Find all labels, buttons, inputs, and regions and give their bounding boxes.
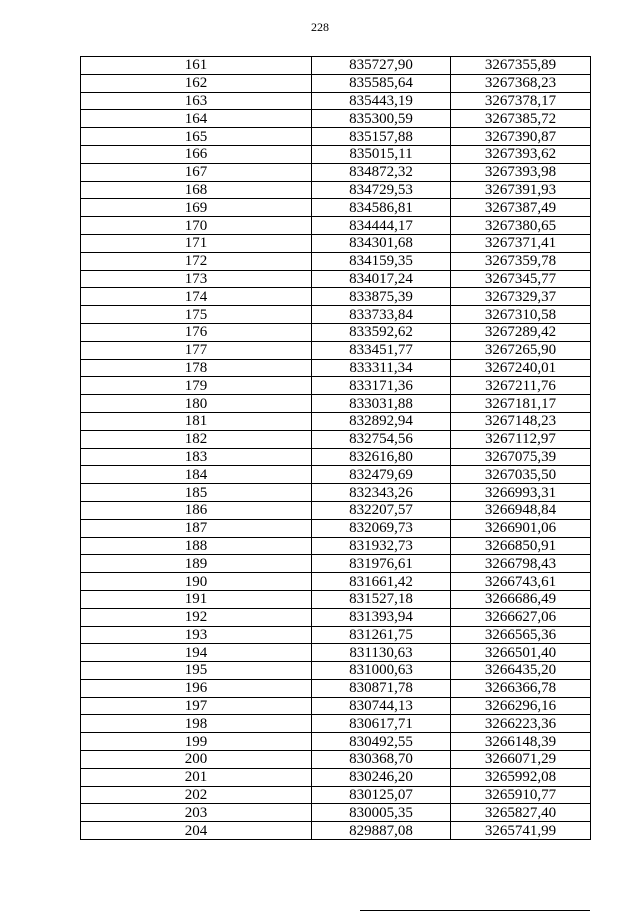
x-coordinate-cell: 830368,70 <box>312 751 451 769</box>
y-coordinate-cell: 3267112,97 <box>451 430 591 448</box>
x-coordinate-cell: 831976,61 <box>312 555 451 573</box>
y-coordinate-cell: 3266627,06 <box>451 608 591 626</box>
point-number-cell: 171 <box>81 234 312 252</box>
point-number-cell: 167 <box>81 163 312 181</box>
x-coordinate-cell: 831000,63 <box>312 662 451 680</box>
point-number-cell: 182 <box>81 430 312 448</box>
x-coordinate-cell: 829887,08 <box>312 822 451 840</box>
table-row <box>81 57 591 75</box>
page-number: 228 <box>311 20 329 34</box>
point-number-cell: 170 <box>81 217 312 235</box>
point-number-cell: 198 <box>81 715 312 733</box>
point-number-cell: 183 <box>81 448 312 466</box>
x-coordinate-cell: 833171,36 <box>312 377 451 395</box>
point-number-cell: 178 <box>81 359 312 377</box>
table-row <box>81 590 591 608</box>
table-row <box>81 484 591 502</box>
y-coordinate-cell: 3265992,08 <box>451 768 591 786</box>
point-number-cell: 184 <box>81 466 312 484</box>
table-row <box>81 359 591 377</box>
table-row <box>81 252 591 270</box>
x-coordinate-cell: 833031,88 <box>312 395 451 413</box>
y-coordinate-cell: 3266223,36 <box>451 715 591 733</box>
y-coordinate-cell: 3266565,36 <box>451 626 591 644</box>
y-coordinate-cell: 3267368,23 <box>451 74 591 92</box>
point-number-cell: 163 <box>81 92 312 110</box>
x-coordinate-cell: 834586,81 <box>312 199 451 217</box>
point-number-cell: 176 <box>81 323 312 341</box>
x-coordinate-cell: 833311,34 <box>312 359 451 377</box>
x-coordinate-cell: 830617,71 <box>312 715 451 733</box>
table-row <box>81 92 591 110</box>
y-coordinate-cell: 3267329,37 <box>451 288 591 306</box>
x-coordinate-cell: 834872,32 <box>312 163 451 181</box>
point-number-cell: 181 <box>81 412 312 430</box>
x-coordinate-cell: 832754,56 <box>312 430 451 448</box>
table-row <box>81 466 591 484</box>
table-row <box>81 234 591 252</box>
x-coordinate-cell: 834729,53 <box>312 181 451 199</box>
y-coordinate-cell: 3267378,17 <box>451 92 591 110</box>
y-coordinate-cell: 3267148,23 <box>451 412 591 430</box>
point-number-cell: 180 <box>81 395 312 413</box>
y-coordinate-cell: 3266366,78 <box>451 679 591 697</box>
y-coordinate-cell: 3265910,77 <box>451 786 591 804</box>
point-number-cell: 195 <box>81 662 312 680</box>
point-number-cell: 199 <box>81 733 312 751</box>
point-number-cell: 190 <box>81 573 312 591</box>
x-coordinate-cell: 832892,94 <box>312 412 451 430</box>
table-row <box>81 181 591 199</box>
coordinates-table <box>80 56 591 840</box>
y-coordinate-cell: 3267390,87 <box>451 128 591 146</box>
y-coordinate-cell: 3267387,49 <box>451 199 591 217</box>
y-coordinate-cell: 3267075,39 <box>451 448 591 466</box>
point-number-cell: 200 <box>81 751 312 769</box>
x-coordinate-cell: 830744,13 <box>312 697 451 715</box>
table-row <box>81 644 591 662</box>
x-coordinate-cell: 831932,73 <box>312 537 451 555</box>
table-row <box>81 430 591 448</box>
y-coordinate-cell: 3267385,72 <box>451 110 591 128</box>
x-coordinate-cell: 834301,68 <box>312 234 451 252</box>
x-coordinate-cell: 832207,57 <box>312 501 451 519</box>
y-coordinate-cell: 3266993,31 <box>451 484 591 502</box>
point-number-cell: 197 <box>81 697 312 715</box>
y-coordinate-cell: 3267345,77 <box>451 270 591 288</box>
y-coordinate-cell: 3266435,20 <box>451 662 591 680</box>
y-coordinate-cell: 3267310,58 <box>451 306 591 324</box>
point-number-cell: 192 <box>81 608 312 626</box>
table-row <box>81 662 591 680</box>
table-row <box>81 786 591 804</box>
table-row <box>81 412 591 430</box>
table-row <box>81 448 591 466</box>
table-row <box>81 288 591 306</box>
y-coordinate-cell: 3267391,93 <box>451 181 591 199</box>
y-coordinate-cell: 3267265,90 <box>451 341 591 359</box>
table-row <box>81 341 591 359</box>
x-coordinate-cell: 835585,64 <box>312 74 451 92</box>
y-coordinate-cell: 3267359,78 <box>451 252 591 270</box>
y-coordinate-cell: 3265741,99 <box>451 822 591 840</box>
point-number-cell: 168 <box>81 181 312 199</box>
point-number-cell: 186 <box>81 501 312 519</box>
y-coordinate-cell: 3267393,62 <box>451 145 591 163</box>
y-coordinate-cell: 3266901,06 <box>451 519 591 537</box>
x-coordinate-cell: 834444,17 <box>312 217 451 235</box>
table-row <box>81 537 591 555</box>
table-row <box>81 573 591 591</box>
point-number-cell: 164 <box>81 110 312 128</box>
y-coordinate-cell: 3266798,43 <box>451 555 591 573</box>
x-coordinate-cell: 832616,80 <box>312 448 451 466</box>
table-row <box>81 395 591 413</box>
table-row <box>81 697 591 715</box>
point-number-cell: 188 <box>81 537 312 555</box>
point-number-cell: 187 <box>81 519 312 537</box>
point-number-cell: 177 <box>81 341 312 359</box>
table-row <box>81 751 591 769</box>
point-number-cell: 161 <box>81 57 312 75</box>
table-row <box>81 199 591 217</box>
x-coordinate-cell: 835157,88 <box>312 128 451 146</box>
x-coordinate-cell: 831661,42 <box>312 573 451 591</box>
table-row <box>81 145 591 163</box>
x-coordinate-cell: 831130,63 <box>312 644 451 662</box>
x-coordinate-cell: 833733,84 <box>312 306 451 324</box>
point-number-cell: 204 <box>81 822 312 840</box>
point-number-cell: 196 <box>81 679 312 697</box>
point-number-cell: 166 <box>81 145 312 163</box>
table-row <box>81 768 591 786</box>
y-coordinate-cell: 3266850,91 <box>451 537 591 555</box>
y-coordinate-cell: 3266948,84 <box>451 501 591 519</box>
table-row <box>81 608 591 626</box>
y-coordinate-cell: 3266743,61 <box>451 573 591 591</box>
point-number-cell: 193 <box>81 626 312 644</box>
y-coordinate-cell: 3266071,29 <box>451 751 591 769</box>
x-coordinate-cell: 831527,18 <box>312 590 451 608</box>
point-number-cell: 203 <box>81 804 312 822</box>
point-number-cell: 162 <box>81 74 312 92</box>
table-row <box>81 128 591 146</box>
point-number-cell: 189 <box>81 555 312 573</box>
table-row <box>81 822 591 840</box>
y-coordinate-cell: 3267211,76 <box>451 377 591 395</box>
point-number-cell: 172 <box>81 252 312 270</box>
table-row <box>81 733 591 751</box>
y-coordinate-cell: 3267240,01 <box>451 359 591 377</box>
x-coordinate-cell: 831393,94 <box>312 608 451 626</box>
x-coordinate-cell: 835300,59 <box>312 110 451 128</box>
point-number-cell: 185 <box>81 484 312 502</box>
point-number-cell: 191 <box>81 590 312 608</box>
y-coordinate-cell: 3266501,40 <box>451 644 591 662</box>
y-coordinate-cell: 3267380,65 <box>451 217 591 235</box>
x-coordinate-cell: 830246,20 <box>312 768 451 786</box>
table-row <box>81 555 591 573</box>
x-coordinate-cell: 830125,07 <box>312 786 451 804</box>
y-coordinate-cell: 3266686,49 <box>451 590 591 608</box>
point-number-cell: 169 <box>81 199 312 217</box>
point-number-cell: 202 <box>81 786 312 804</box>
x-coordinate-cell: 831261,75 <box>312 626 451 644</box>
table-row <box>81 270 591 288</box>
y-coordinate-cell: 3267035,50 <box>451 466 591 484</box>
point-number-cell: 165 <box>81 128 312 146</box>
table-row <box>81 163 591 181</box>
x-coordinate-cell: 834159,35 <box>312 252 451 270</box>
x-coordinate-cell: 835443,19 <box>312 92 451 110</box>
table-row <box>81 519 591 537</box>
x-coordinate-cell: 832069,73 <box>312 519 451 537</box>
x-coordinate-cell: 832479,69 <box>312 466 451 484</box>
table-row <box>81 323 591 341</box>
table-row <box>81 715 591 733</box>
x-coordinate-cell: 830005,35 <box>312 804 451 822</box>
footer-divider <box>360 910 590 911</box>
x-coordinate-cell: 830492,55 <box>312 733 451 751</box>
point-number-cell: 174 <box>81 288 312 306</box>
y-coordinate-cell: 3267355,89 <box>451 57 591 75</box>
point-number-cell: 194 <box>81 644 312 662</box>
y-coordinate-cell: 3267289,42 <box>451 323 591 341</box>
x-coordinate-cell: 835727,90 <box>312 57 451 75</box>
x-coordinate-cell: 835015,11 <box>312 145 451 163</box>
point-number-cell: 179 <box>81 377 312 395</box>
y-coordinate-cell: 3266148,39 <box>451 733 591 751</box>
table-row <box>81 679 591 697</box>
point-number-cell: 175 <box>81 306 312 324</box>
x-coordinate-cell: 833875,39 <box>312 288 451 306</box>
table-row <box>81 804 591 822</box>
y-coordinate-cell: 3267371,41 <box>451 234 591 252</box>
x-coordinate-cell: 833451,77 <box>312 341 451 359</box>
y-coordinate-cell: 3267181,17 <box>451 395 591 413</box>
point-number-cell: 201 <box>81 768 312 786</box>
y-coordinate-cell: 3267393,98 <box>451 163 591 181</box>
table-row <box>81 626 591 644</box>
table-row <box>81 74 591 92</box>
point-number-cell: 173 <box>81 270 312 288</box>
x-coordinate-cell: 833592,62 <box>312 323 451 341</box>
table-row <box>81 501 591 519</box>
x-coordinate-cell: 832343,26 <box>312 484 451 502</box>
table-row <box>81 217 591 235</box>
table-row <box>81 377 591 395</box>
x-coordinate-cell: 834017,24 <box>312 270 451 288</box>
coordinates-table-body <box>81 57 591 840</box>
y-coordinate-cell: 3266296,16 <box>451 697 591 715</box>
y-coordinate-cell: 3265827,40 <box>451 804 591 822</box>
x-coordinate-cell: 830871,78 <box>312 679 451 697</box>
table-row <box>81 110 591 128</box>
table-row <box>81 306 591 324</box>
